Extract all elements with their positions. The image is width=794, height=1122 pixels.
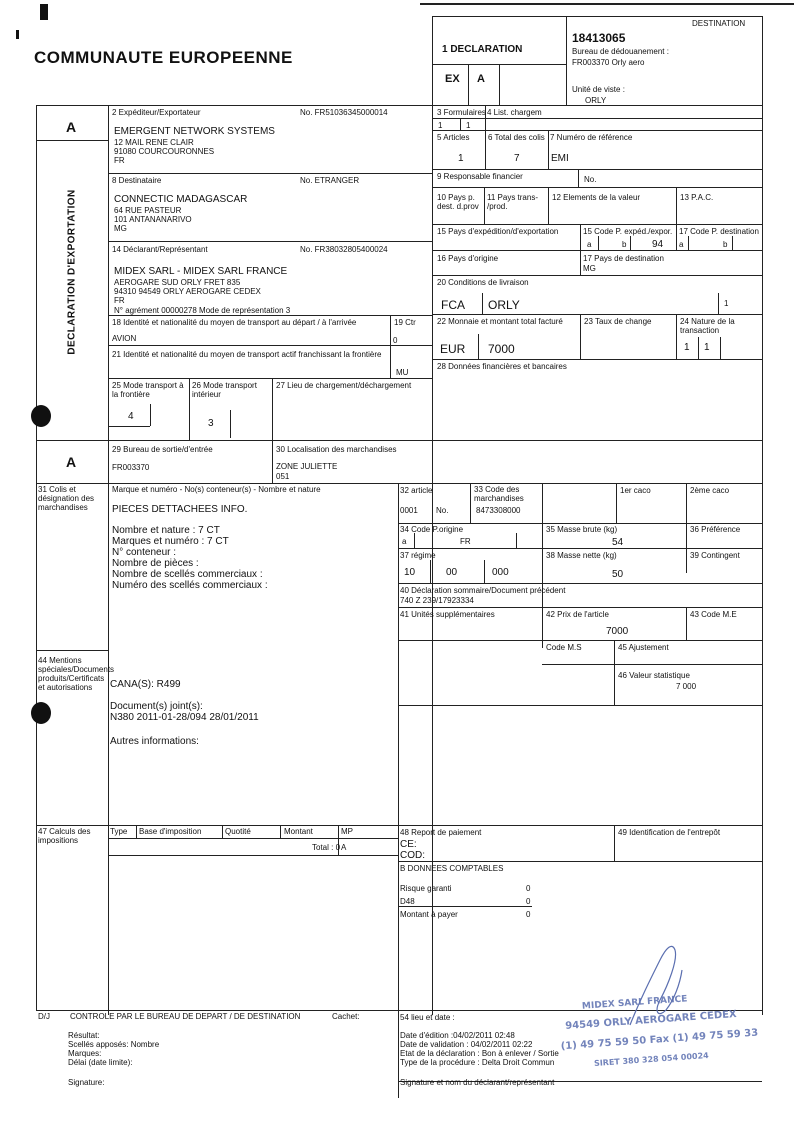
box7-value: EMI [551,153,569,164]
signature-declarant-label: Signature et nom du déclarant/représentant [400,1078,555,1087]
box6-value: 7 [514,153,520,164]
box31-label: 31 Colis et désignation des marchandises [38,485,95,512]
box13-label: 13 P.A.C. [680,193,714,202]
box3-label: 3 Formulaires [437,108,486,117]
item-line-1: Nombre et nature : 7 CT [112,525,220,536]
montant-payer-value: 0 [526,910,531,919]
delai-label: Délai (date limite): [68,1058,133,1067]
marks-label: Marque et numéro - No(s) conteneur(s) - Nombre et nature [112,485,321,494]
box29-label: 29 Bureau de sortie/d'entrée [112,445,213,454]
declarant-address-2: 94310 94549 ORLY AEROGARE CEDEX [114,287,261,296]
box1-label: 1 DECLARATION [442,44,523,55]
caco-2: 2ème caco [690,486,730,495]
box8-label: 8 Destinataire [112,176,162,185]
box4-label: 4 List. chargem [487,108,542,117]
box1-a: A [477,73,485,85]
item-line-5: Nombre de scellés commerciaux : [112,569,263,580]
stamp-line-1: MIDEX SARL FRANCE [581,994,688,1012]
scan-speck [16,30,19,39]
payment-cod: COD: [400,850,425,861]
box36-label: 36 Préférence [690,525,741,534]
mentions-cana: CANA(S): R499 [110,679,181,690]
box38-value: 50 [612,569,624,580]
box49-label: 49 Identification de l'entrepôt [618,828,721,837]
box3-value-1: 1 [438,121,443,130]
bureau-label: Bureau de dédouanement : [572,47,669,56]
box46-value: 7 000 [676,682,697,691]
box5-value: 1 [458,153,464,164]
box37-value-2: 00 [446,567,458,578]
box44-label: 44 Mentions spéciales/Documents produits/Certificats et autorisations [38,656,115,692]
box10-label: 10 Pays p. dest. d.prov [437,193,479,211]
box26-label: 26 Mode transport intérieur [192,381,257,399]
box14-number: No. FR38032805400024 [300,245,388,254]
stamp-line-3: (1) 49 75 59 50 Fax (1) 49 75 59 33 [560,1027,759,1053]
box17a-b: b [723,240,728,249]
box20-code: 1 [724,299,729,308]
declarant-name: MIDEX SARL - MIDEX SARL FRANCE [114,266,288,277]
box21-label: 21 Identité et nationalité du moyen de transport actif franchissant la frontière [112,350,382,359]
risque-label: Risque garanti [400,884,452,893]
box30-label: 30 Localisation des marchandises [276,445,397,454]
box2-number: No. FR51036345000014 [300,108,388,117]
copy-letter-a-2: A [66,454,77,470]
box3-value-2: 1 [466,121,471,130]
dj-label: D/J [38,1012,50,1021]
box19-value: 0 [393,336,398,345]
box22-amount: 7000 [488,342,515,356]
exporter-address-1: 12 MAIL RENE CLAIR [114,138,194,147]
item-line-3: N° conteneur : [112,547,177,558]
accounting-label: B DONNEES COMPTABLES [400,864,504,873]
destination-label: DESTINATION [692,19,746,28]
signature-label: Signature: [68,1078,105,1087]
box20-place: ORLY [488,298,520,312]
box9-number: No. [584,175,597,184]
box54-label: 54 lieu et date : [400,1013,455,1022]
box32-no: No. [436,506,449,515]
d48-value: 0 [526,897,531,906]
box37-label: 37 régime [400,551,436,560]
controle-label: CONTROLE PAR LE BUREAU DE DEPART / DE DESTINATION [70,1012,301,1021]
box20-incoterm: FCA [441,298,465,312]
stamp-line-2: 94549 ORLY AEROGARE CEDEX [564,1008,738,1032]
declaration-number: 18413065 [572,31,626,45]
box17a-a: a [679,240,684,249]
box8-number: No. ETRANGER [300,176,360,185]
box15a-value: 94 [652,239,664,250]
box15-label: 15 Pays d'expédition/d'exportation [437,227,559,236]
declarant-address-1: AEROGARE SUD ORLY FRET 835 [114,278,241,287]
consignee-name: CONNECTIC MADAGASCAR [114,194,248,205]
consignee-address-1: 64 RUE PASTEUR [114,206,182,215]
box25-value: 4 [128,411,134,422]
box30-value-1: ZONE JULIETTE [276,462,338,471]
box41-label: 41 Unités supplémentaires [400,610,495,619]
box34-label: 34 Code P.origine [400,525,464,534]
box23-label: 23 Taux de change [584,317,652,326]
risque-value: 0 [526,884,531,893]
box28-label: 28 Données financières et bancaires [437,362,567,371]
scan-speck [40,4,48,20]
calc-mp-header: MP [341,827,353,836]
box27-label: 27 Lieu de chargement/déchargement [276,381,412,390]
box7-label: 7 Numéro de référence [550,133,633,142]
declarant-country: FR [114,296,125,305]
caco-1: 1er caco [620,486,651,495]
box9-label: 9 Responsable financier [437,172,523,181]
box24-value-2: 1 [704,342,710,353]
scelles-label: Scellés apposés: Nombre [68,1040,160,1049]
mentions-autres-info: Autres informations: [110,736,199,747]
box26-value: 3 [208,418,214,429]
date-edition: Date d'édition :04/02/2011 02:48 [400,1031,515,1040]
etat-declaration: Etat de la déclaration : Bon à enlever / Sortie [400,1049,559,1058]
mentions-document-ref: N380 2011-01-28/094 28/01/2011 [110,712,259,723]
redaction-mark [31,405,51,427]
box42-value: 7000 [606,626,629,637]
box48-label: 48 Report de paiement [400,828,482,837]
consignee-address-2: 101 ANTANANARIVO [114,215,192,224]
box35-value: 54 [612,537,624,548]
code-ms-label: Code M.S [546,643,582,652]
box17-value: MG [583,264,596,273]
box18-label: 18 Identité et nationalité du moyen de transport au départ / à l'arrivée [112,318,357,327]
box30-value-2: 051 [276,472,290,481]
box39-label: 39 Contingent [690,551,740,560]
box40-label: 40 Déclaration sommaire/Document précédent [400,586,566,595]
box37-value-1: 10 [404,567,416,578]
calc-quotite-header: Quotité [225,827,251,836]
box11-label: 11 Pays trans- /prod. [487,193,538,211]
declaration-vertical-title: DECLARATION D'EXPORTATION [66,189,78,355]
exporter-country: FR [114,156,125,165]
box20-label: 20 Conditions de livraison [437,278,529,287]
box34-a: a [402,537,407,546]
box25-label: 25 Mode transport à la frontière [112,381,184,399]
box33-value: 8473308000 [476,506,521,515]
box33-label: 33 Code des marchandises [474,485,524,503]
box5-label: 5 Articles [437,133,470,142]
box22-currency: EUR [440,342,466,356]
box19-label: 19 Ctr [394,318,416,327]
box47-label: 47 Calculs des impositions [38,827,91,845]
unite-value: ORLY [585,96,607,105]
box17-label: 17 Pays de destination [583,254,664,263]
calc-montant-header: Montant [284,827,313,836]
box15a-label: 15 Code P. expéd./expor. [583,227,673,236]
payment-ce: CE: [400,839,417,850]
calc-base-header: Base d'imposition [139,827,202,836]
box40-value: 740 Z 239/17923334 [400,596,474,605]
box32-label: 32 article [400,486,433,495]
item-line-6: Numéro des scellés commerciaux : [112,580,268,591]
goods-description: PIECES DETTACHEES INFO. [112,504,248,515]
calc-total-mp: A [341,843,347,852]
box18-value: AVION [112,334,137,343]
cachet-label: Cachet: [332,1012,360,1021]
type-procedure: Type de la procédure : Delta Droit Commun [400,1058,555,1067]
box38-label: 38 Masse nette (kg) [546,551,617,560]
box14-label: 14 Déclarant/Représentant [112,245,208,254]
item-line-4: Nombre de pièces : [112,558,199,569]
bureau-value: FR003370 Orly aero [572,58,645,67]
date-validation: Date de validation : 04/02/2011 02:22 [400,1040,533,1049]
calc-total: Total : 0 [312,843,341,852]
declarant-agrement: N° agrément 00000278 Mode de représentation 3 [114,306,291,315]
mentions-documents-label: Document(s) joint(s): [110,701,203,712]
copy-letter-a: A [66,119,77,135]
box32-value: 0001 [400,506,418,515]
box15a-b: b [622,240,627,249]
box12-label: 12 Elements de la valeur [552,193,641,202]
box2-label: 2 Expéditeur/Exportateur [112,108,201,117]
box46-label: 46 Valeur statistique [618,671,690,680]
marques-label: Marques: [68,1049,102,1058]
box24-value-1: 1 [684,342,690,353]
box43-label: 43 Code M.E [690,610,737,619]
redaction-mark [31,702,51,724]
box37-value-3: 000 [492,567,509,578]
calc-type-header: Type [110,827,128,836]
box24-label: 24 Nature de la transaction [680,317,735,335]
unite-label: Unité de viste : [572,85,625,94]
stamp-line-4: SIRET 380 328 054 00024 [593,1051,709,1069]
box1-ex: EX [445,73,460,85]
box16-label: 16 Pays d'origine [437,254,499,263]
exporter-name: EMERGENT NETWORK SYSTEMS [114,126,275,137]
box21-value: MU [396,368,409,377]
box42-label: 42 Prix de l'article [546,610,609,619]
montant-payer-label: Montant à payer [400,910,458,919]
resultat-label: Résultat: [68,1031,100,1040]
page-title: COMMUNAUTE EUROPEENNE [34,48,293,67]
box35-label: 35 Masse brute (kg) [546,525,618,534]
box34-value: FR [460,537,471,546]
box45-label: 45 Ajustement [618,643,669,652]
box6-label: 6 Total des colis [488,133,545,142]
consignee-country: MG [114,224,127,233]
box29-value: FR003370 [112,463,150,472]
box22-label: 22 Monnaie et montant total facturé [437,317,563,326]
item-line-2: Marques et numéro : 7 CT [112,536,229,547]
signature-scribble [620,940,700,1030]
box15a-a: a [587,240,592,249]
exporter-address-2: 91080 COURCOURONNES [114,147,215,156]
d48-label: D48 [400,897,415,906]
box17a-label: 17 Code P. destination [679,227,759,236]
